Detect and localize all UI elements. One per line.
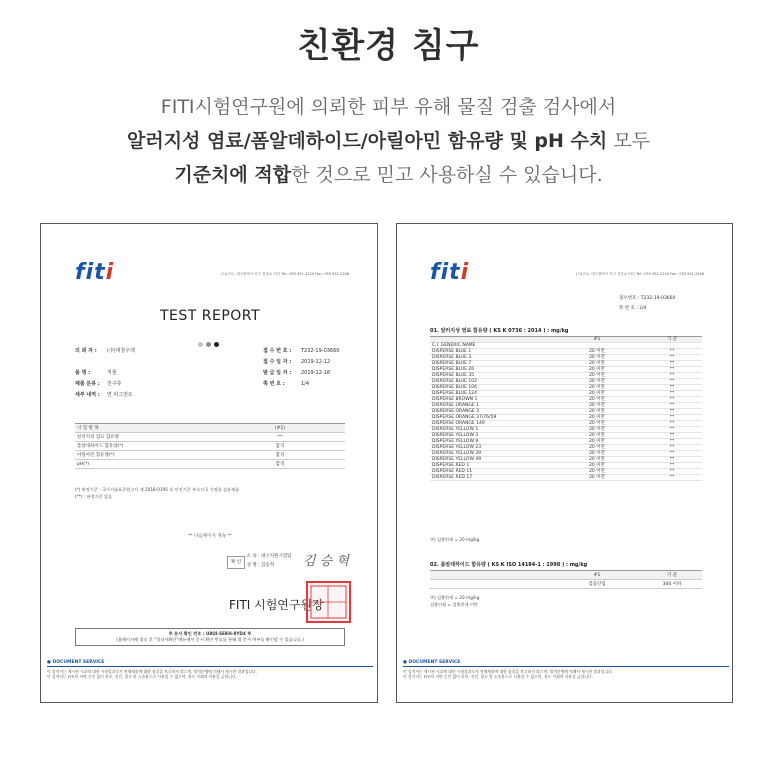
item [430, 580, 552, 589]
note-line: 주) 검출한계 = 20 mg/kg [430, 595, 480, 600]
meta-value: 친구류 [107, 381, 122, 387]
dye-name: DISPERSE BLUE 102 [430, 379, 552, 385]
applicant-info [75, 346, 135, 401]
official-seal [306, 581, 351, 623]
dye-name: DISPERSE YELLOW 9 [430, 439, 552, 445]
document-footer [47, 660, 373, 679]
description-text: 한 것으로 믿고 사용하실 수 있습니다. [291, 164, 603, 186]
note-line: (**) : 판정기준 없음 [75, 494, 113, 499]
dye-name: DISPERSE ORANGE 3 [430, 409, 552, 415]
meta-key: 접 수 번 호 : [263, 348, 292, 354]
document-footer [403, 660, 729, 679]
standard: ** [642, 433, 702, 439]
meta-row [75, 357, 135, 368]
sample-result: 20 미만 [552, 367, 642, 373]
dye-name: DISPERSE ORANGE 37/76/59 [430, 415, 552, 421]
sample-result: 20 미만 [552, 403, 642, 409]
standard: ** [642, 415, 702, 421]
meta-row [263, 346, 339, 357]
table-row [430, 580, 702, 589]
section-formaldehyde: 02. 폼알데하이드 함유량 ( KS K ISO 14184-1 : 1998 ) : mg/kg [430, 562, 588, 568]
dye-name: DISPERSE BLUE 26 [430, 367, 552, 373]
sample-result: 20 미만 [552, 355, 642, 361]
dye-name: DISPERSE RED 17 [430, 475, 552, 481]
dye-name: DISPERSE ORANGE 1 [430, 403, 552, 409]
dye-name: DISPERSE BLUE 3 [430, 355, 552, 361]
header-cell: 기 준 [642, 337, 702, 343]
sample-result: 20 미만 [552, 379, 642, 385]
dye-name: DISPERSE YELLOW 39 [430, 451, 552, 457]
sample-result: 20 미만 [552, 349, 642, 355]
logo-text-accent: i [460, 260, 470, 285]
standard: ** [642, 403, 702, 409]
dye-name: DISPERSE YELLOW 49 [430, 457, 552, 463]
header-cell: #1 [552, 337, 642, 343]
table-row [75, 442, 345, 451]
allergenic-dye-table [430, 336, 702, 481]
standard: ** [642, 421, 702, 427]
standard: ** [642, 385, 702, 391]
footer-line: 이 성적서는 FITI의 서면 승인 없이 홍보, 선전, 광고 및 소송용으로 사용할 수 없으며, 용도 이외의 사용을 금합니다. [47, 674, 237, 679]
dye-name: DISPERSE YELLOW 3 [430, 433, 552, 439]
header-cell [430, 571, 552, 580]
description-highlight: 알러지성 염료/폼알데하이드/아릴아민 함유량 및 pH 수치 [127, 130, 608, 152]
dye-name: DISPERSE BROWN 1 [430, 397, 552, 403]
sample-result: 20 미만 [552, 463, 642, 469]
test-result: 합격 [215, 451, 345, 460]
table-row [430, 475, 702, 481]
sample-result: 검출안됨 [552, 580, 642, 589]
header-cell: 시 험 항 목 [75, 424, 215, 433]
meta-row [75, 346, 135, 357]
meta-row [263, 379, 339, 390]
standard: ** [642, 397, 702, 403]
test-item: 폼알데하이드 함유량(*) [75, 442, 215, 451]
test-result: 합격 [215, 460, 345, 469]
meta-row [263, 368, 339, 379]
sample-result: 20 미만 [552, 409, 642, 415]
header-cell: (#1) [215, 424, 345, 433]
note-line: (*) 판정기준 : 국가기술표준원고시 제 2018-0195 호 안전기준 부속서 1 가정용 섬유제품 [75, 487, 240, 492]
logo-text: fit [430, 260, 461, 285]
meta-row [263, 357, 339, 368]
sample-result: 20 미만 [552, 451, 642, 457]
test-report-page-2 [396, 223, 733, 703]
meta-value: 면 피그먼트 [107, 392, 133, 398]
sample-result: 20 미만 [552, 361, 642, 367]
receipt-info [619, 294, 675, 314]
seal-icon [308, 583, 349, 621]
test-result: ** [215, 433, 345, 442]
confirmation-block [227, 552, 292, 570]
formaldehyde-notes [430, 594, 479, 608]
formaldehyde-table [430, 570, 702, 589]
meta-key: 세부 내역 : [75, 392, 100, 398]
test-report-page-1 [40, 223, 378, 703]
standard: ** [642, 445, 702, 451]
standard: ** [642, 349, 702, 355]
sample-result: 20 미만 [552, 445, 642, 451]
meta-key: 의 뢰 자 : [75, 348, 97, 354]
header-cell: #1 [552, 571, 642, 580]
dye-name: DISPERSE BLUE 7 [430, 361, 552, 367]
footer-title: ● DOCUMENT SERVICE [47, 660, 105, 665]
receipt-info [263, 346, 339, 390]
meta-value: 직물 [107, 370, 117, 376]
meta-key: 발 급 일 자 : [263, 370, 292, 376]
sample-result: 20 미만 [552, 385, 642, 391]
dot [206, 342, 211, 347]
meta-value: T232-19-03660 [301, 348, 340, 354]
table-header [75, 424, 345, 433]
meta-value: 2019-12-12 [301, 359, 331, 365]
sample-result: 20 미만 [552, 433, 642, 439]
decorative-dots [198, 332, 222, 351]
standard: ** [642, 367, 702, 373]
confirm-row: 소 속 : 대구지원시험팀 [246, 554, 292, 559]
summary-table [75, 423, 345, 469]
test-item: 알러지성 염료 함유량 [75, 433, 215, 442]
footer-line: 이 성적서는 FITI의 서면 승인 없이 홍보, 선전, 광고 및 소송용으로 사용할 수 없으며, 용도 이외의 사용을 금합니다. [403, 674, 593, 679]
standard: ** [642, 463, 702, 469]
dot [198, 342, 203, 347]
criteria-notes [75, 486, 239, 500]
report-title: TEST REPORT [159, 308, 261, 324]
footer-title: ● DOCUMENT SERVICE [403, 660, 461, 665]
sample-result: 20 미만 [552, 421, 642, 427]
sample-result: 20 미만 [552, 457, 642, 463]
document-verification-box [75, 628, 345, 646]
sample-result: 20 미만 [552, 391, 642, 397]
sample-result: 20 미만 [552, 469, 642, 475]
test-item: pH(*) [75, 460, 215, 469]
dye-name: DISPERSE YELLOW 1 [430, 427, 552, 433]
fiti-logo [430, 260, 469, 285]
section-allergenic-dyes: 01. 알러지성 염료 함유량 ( KS K 0736 : 2014 ) : mg/kg [430, 328, 569, 334]
dye-name: DISPERSE ORANGE 149 [430, 421, 552, 427]
test-item: 아릴아민 함유량(*) [75, 451, 215, 460]
standard: ** [642, 457, 702, 463]
meta-value: 1/4 [301, 381, 310, 387]
dye-name: DISPERSE BLUE 124 [430, 391, 552, 397]
footer-line: 이 성적서는 제시된 시료에 대한 시험결과로서 전체제품에 대한 품질을 보증하지 않으며, 법적분쟁에 의해서 제시한 결과입니다. [47, 669, 258, 674]
meta-row [75, 379, 135, 390]
confirm-rows [247, 552, 292, 570]
page-title: 친환경 침구 [297, 26, 480, 66]
description-line-1: FITI시험연구원에 의뢰한 피부 유해 물질 검출 검사에서 [160, 96, 617, 118]
standard: ** [642, 451, 702, 457]
verification-number: ※ 문서 확인 번호 : U8QI-SEKH-8YD4 ※ [168, 631, 252, 636]
confirm-label: 확 인 [227, 556, 245, 569]
sample-result: 20 미만 [552, 427, 642, 433]
logo-text: fit [75, 260, 106, 285]
standard: ** [642, 373, 702, 379]
receipt-number: 접수번호 : T232-19-03660 [619, 296, 676, 301]
standard: ** [642, 475, 702, 481]
description-highlight: 기준치에 적합 [174, 164, 292, 186]
fiti-logo [75, 260, 114, 285]
signature: 김 승 혁 [303, 554, 349, 569]
meta-row [75, 368, 135, 379]
dot [214, 342, 219, 347]
test-result: 합격 [215, 442, 345, 451]
footer-line: 이 성적서는 제시된 시료에 대한 시험결과로서 전체제품에 대한 품질을 보증하지 않으며, 법적분쟁에 의해서 제시한 결과입니다. [403, 669, 614, 674]
dye-name: C.I. GENERIC NAME [430, 343, 552, 349]
detection-limit-note: 주) 검출한계 = 20 mg/kg [430, 537, 480, 542]
dye-name: DISPERSE BLUE 106 [430, 385, 552, 391]
sample-result: 20 미만 [552, 373, 642, 379]
verification-instructions: (홈페이지에 접속 후 "성적서확인"메뉴에서 문서 확인 번호를 통해 위 문서 여부를 확인할 수 있습니다.) [116, 637, 304, 642]
meta-row [75, 390, 135, 401]
institute-address: (시)구로, 대구광역시 서구 검증로 어디 Tel : 053 551-2220 Fax : 053 551-2246 [576, 272, 704, 276]
sample-result: 20 미만 [552, 397, 642, 403]
dye-name: DISPERSE BLUE 35 [430, 373, 552, 379]
meta-key: 제품 분류 : [75, 381, 100, 387]
standard: ** [642, 361, 702, 367]
table-row [75, 433, 345, 442]
meta-value: (주)대창우맥 [107, 348, 136, 354]
dye-name: DISPERSE RED 11 [430, 469, 552, 475]
note-line: 검출안됨 = 검출한계 미만 [430, 602, 478, 607]
meta-key: 품 명 : [75, 370, 91, 376]
table-header [430, 571, 702, 580]
standard: ** [642, 409, 702, 415]
description-text: 모두 [607, 130, 650, 152]
meta-value: 2019-12-18 [301, 370, 331, 376]
logo-text-accent: i [105, 260, 115, 285]
standard: ** [642, 379, 702, 385]
description-line-3 [0, 160, 777, 187]
standard: ** [642, 427, 702, 433]
description-line-2 [0, 126, 777, 153]
table-row [75, 460, 345, 469]
standard: ** [642, 355, 702, 361]
institute-address: (시)구로, 대구광역시 서구 검증로 어디 Tel : 053 551-2220 Fax : 053 551-2246 [221, 272, 349, 276]
standard: ** [642, 439, 702, 445]
continued-note: ** 다음페이지 계속 ** [188, 534, 232, 539]
meta-key: 쪽 번 호 : [263, 381, 285, 387]
standard: ** [642, 391, 702, 397]
header-cell: 기 준 [642, 571, 702, 580]
confirm-row: 성 명 : 김승혁 [246, 563, 275, 568]
dye-name: DISPERSE YELLOW 23 [430, 445, 552, 451]
sample-result: 20 미만 [552, 415, 642, 421]
dye-name: DISPERSE BLUE 1 [430, 349, 552, 355]
table-row [75, 451, 345, 460]
institute-name: FITI 시험연구원장 [229, 598, 324, 612]
meta-key: 접 수 일 자 : [263, 359, 292, 365]
sample-result: 20 미만 [552, 475, 642, 481]
dye-name: DISPERSE RED 1 [430, 463, 552, 469]
sample-result: 20 미만 [552, 439, 642, 445]
standard: 300 이하 [642, 580, 702, 589]
page-number: 쪽 번 호 : 2/4 [619, 306, 647, 311]
standard: ** [642, 469, 702, 475]
